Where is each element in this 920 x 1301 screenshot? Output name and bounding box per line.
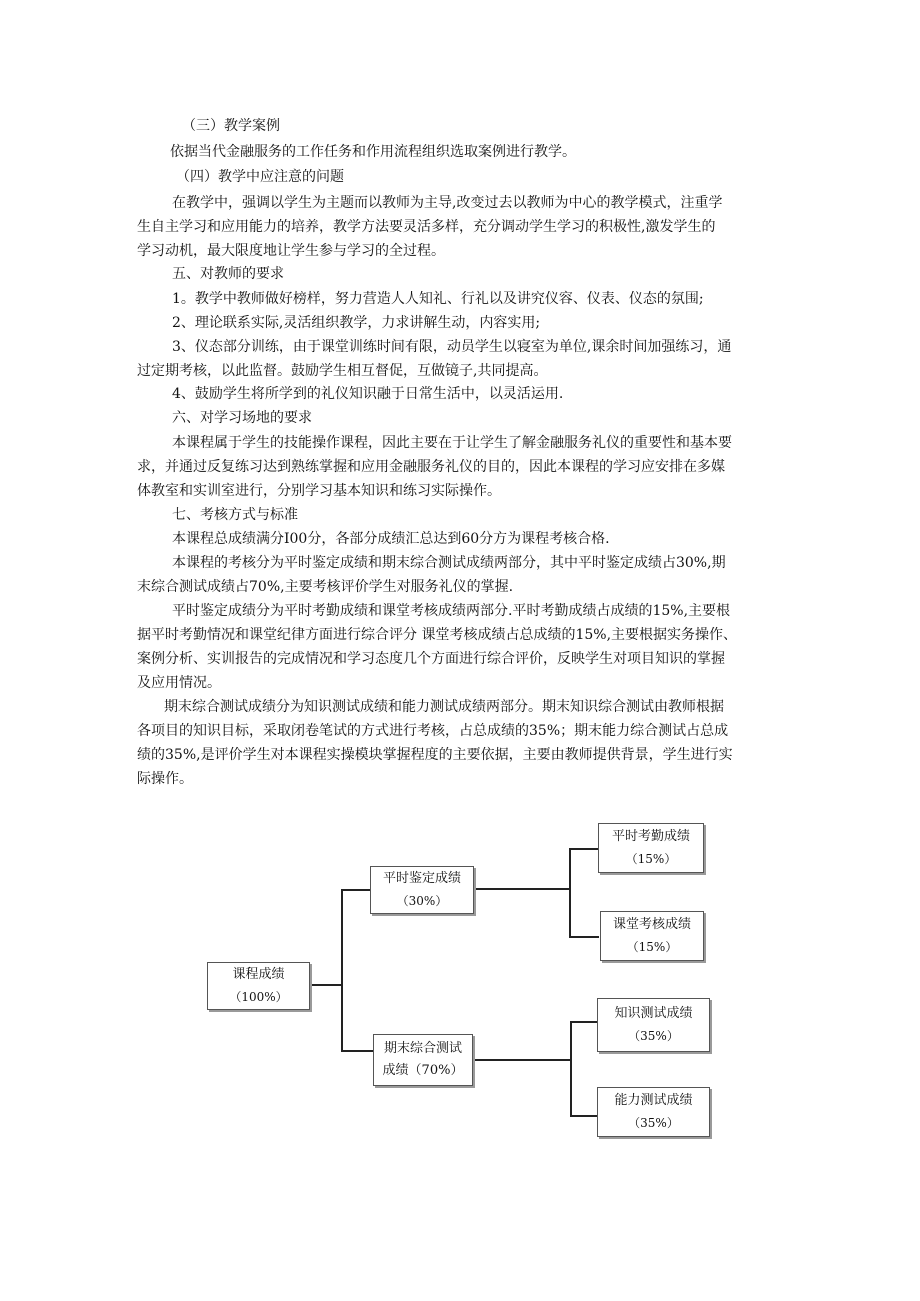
section-7-para-4-line-4: 际操作。 — [137, 771, 193, 787]
connector-regular — [473, 888, 571, 890]
course-grade-label: 课程成绩 — [232, 967, 285, 982]
ability-test-percent: （35%） — [628, 1116, 679, 1130]
connector-to-regular — [341, 889, 371, 891]
attendance-label: 平时考勤成绩 — [611, 829, 690, 844]
section-7-para-2-line-1: 本课程的考核分为平时鉴定成绩和期末综合测试成绩两部分，其中平时鉴定成绩占30%,期 — [172, 555, 726, 571]
section-5-item-3-line-2: 过定期考核，以此监督。鼓励学生相互督促，互做镜子,共同提高。 — [137, 363, 548, 379]
section-5-item-3-line-1: 3、仪态部分训练，由于课堂训练时间有限，动员学生以寝室为单位,课余时间加强练习，通 — [172, 339, 732, 355]
connector-to-ability — [570, 1115, 598, 1117]
section-7-para-2-line-2: 末综合测试成绩占70%,主要考核评价学生对服务礼仪的掌握. — [137, 579, 514, 595]
classroom-label: 课堂考核成绩 — [612, 917, 691, 932]
section-7-para-3-line-3: 案例分析、实训报告的完成情况和学习态度几个方面进行综合评价，反映学生对项目知识的掌握 — [137, 651, 725, 667]
section-4-line-1: 在教学中，强调以学生为主题而以教师为主导,改变过去以教师为中心的教学模式，注重学 — [172, 195, 723, 211]
ability-test-box — [597, 1087, 710, 1137]
section-5-item-4: 4、鼓励学生将所学到的礼仪知识融于日常生活中，以灵活运用. — [172, 386, 564, 402]
section-6-line-3: 体教室和实训室进行，分别学习基本知识和练习实际操作。 — [137, 483, 501, 499]
attendance-box — [598, 823, 704, 873]
section-6-title: 六、对学习场地的要求 — [172, 410, 312, 426]
connector-to-classroom — [569, 936, 599, 938]
course-grade-box — [207, 962, 310, 1010]
section-6-line-2: 求，并通过反复练习达到熟练掌握和应用金融服务礼仪的目的，因此本课程的学习应安排在多媒 — [137, 459, 725, 475]
section-6-line-1: 本课程属于学生的技能操作课程，因此主要在于让学生了解金融服务礼仪的重要性和基本要 — [172, 435, 732, 451]
connector-final — [472, 1059, 572, 1061]
knowledge-test-label: 知识测试成绩 — [614, 1006, 693, 1021]
section-5-item-1: 1。教学中教师做好榜样，努力营造人人知礼、行礼以及讲究仪容、仪表、仪态的氛围; — [172, 291, 704, 307]
classroom-box — [600, 911, 704, 961]
section-7-para-4-line-1: 期末综合测试成绩分为知识测试成绩和能力测试成绩两部分。期末知识综合测试由教师根据 — [164, 699, 724, 715]
section-7-para-3-line-4: 及应用情况。 — [137, 675, 221, 691]
knowledge-test-box — [597, 998, 710, 1052]
connector-to-knowledge — [570, 1021, 598, 1023]
final-exam-label-line-2: 成绩（70%） — [382, 1063, 464, 1078]
connector-root — [310, 984, 342, 986]
connector-to-final — [341, 1050, 374, 1052]
connector-regular-vertical — [569, 848, 571, 938]
section-3-body: 依据当代金融服务的工作任务和作用流程组织选取案例进行教学。 — [170, 144, 576, 160]
section-7-para-4-line-2: 各项目的知识目标，采取闭卷笔试的方式进行考核，占总成绩的35%；期末能力综合测试占总成 — [137, 723, 729, 739]
section-3-title: （三）教学案例 — [182, 118, 280, 134]
section-7-para-4-line-3: 绩的35%,是评价学生对本课程实操模块掌握程度的主要依据，主要由教师提供背景，学生进行实 — [137, 747, 733, 763]
section-4-title: （四）教学中应注意的问题 — [176, 169, 344, 185]
section-4-line-3: 学习动机，最大限度地让学生参与学习的全过程。 — [137, 243, 445, 259]
attendance-percent: （15%） — [625, 852, 677, 866]
connector-root-vertical — [341, 889, 343, 1051]
section-7-para-3-line-1: 平时鉴定成绩分为平时考勤成绩和课堂考核成绩两部分.平时考勤成绩占成绩的15%,主要根 — [172, 603, 731, 619]
final-exam-box — [373, 1034, 473, 1086]
section-7-para-3-line-2: 据平时考勤情况和课堂纪律方面进行综合评分 课堂考核成绩占总成绩的15%,主要根据实务操作、 — [137, 627, 738, 643]
section-5-item-2: 2、理论联系实际,灵活组织教学，力求讲解生动，内容实用; — [172, 315, 541, 331]
section-4-line-2: 生自主学习和应用能力的培养，教学方法要灵活多样，充分调动学生学习的积极性,激发学生的 — [137, 219, 716, 235]
section-7-title: 七、考核方式与标准 — [172, 507, 298, 523]
regular-assessment-label: 平时鉴定成绩 — [382, 871, 461, 886]
ability-test-label: 能力测试成绩 — [614, 1093, 693, 1108]
section-5-title: 五、对教师的要求 — [172, 266, 284, 282]
classroom-percent: （15%） — [626, 940, 678, 954]
connector-to-attendance — [569, 848, 599, 850]
final-exam-label-line-1: 期末综合测试 — [383, 1041, 462, 1056]
course-grade-percent: （100%） — [229, 990, 288, 1004]
section-7-para-1: 本课程总成绩满分I00分，各部分成绩汇总达到60分方为课程考核合格. — [172, 531, 610, 547]
connector-final-vertical — [570, 1021, 572, 1117]
knowledge-test-percent: （35%） — [628, 1029, 679, 1043]
regular-assessment-percent: （30%） — [396, 894, 448, 908]
regular-assessment-box — [370, 866, 474, 914]
